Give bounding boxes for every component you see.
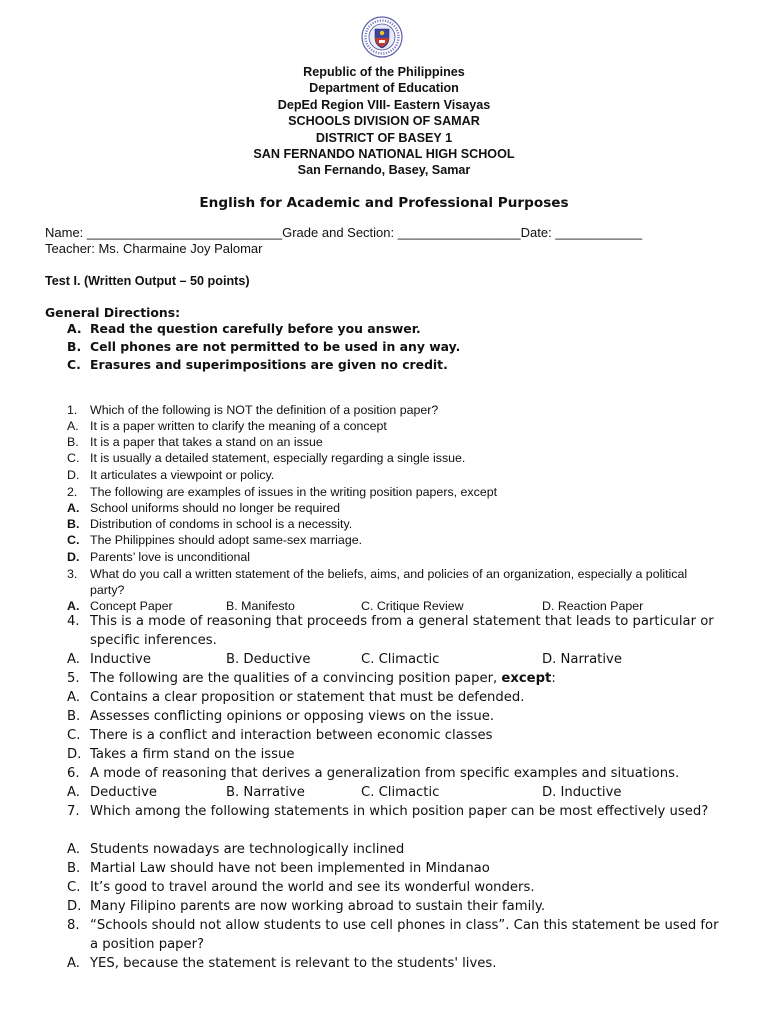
question-text-main: The following are the qualities of a convincing position paper, xyxy=(90,671,502,686)
choice-letter: C. xyxy=(67,728,81,743)
question-number: 4. xyxy=(67,614,80,629)
test-title: Test I. (Written Output – 50 points) xyxy=(45,274,250,288)
choice-text: There is a conflict and interaction between economic classes xyxy=(90,728,493,743)
direction-text: Read the question carefully before you answer. xyxy=(90,321,421,336)
choice-text: C. Climactic xyxy=(361,785,440,800)
deped-seal-logo xyxy=(361,16,403,58)
choice-letter: D. xyxy=(67,550,80,564)
choice-text: YES, because the statement is relevant to the students' lives. xyxy=(90,956,497,971)
header-line: Republic of the Philippines xyxy=(303,65,465,79)
question-text: “Schools should not allow students to use cell phones in class”. Can this statement be used for a position paper? xyxy=(90,918,719,952)
choice-text: It’s good to travel around the world and see its wonderful wonders. xyxy=(90,880,535,895)
question-number: 2. xyxy=(67,485,78,499)
subject-title: English for Academic and Professional Purposes xyxy=(199,195,569,211)
choice-letter: A. xyxy=(67,956,80,971)
directions-title: General Directions: xyxy=(45,305,181,320)
question-number: 6. xyxy=(67,766,80,781)
choice-letter: C. xyxy=(67,451,80,465)
letterhead xyxy=(0,64,768,179)
choice-text: Students nowadays are technologically inclined xyxy=(90,842,405,857)
header-line: DISTRICT OF BASEY 1 xyxy=(315,130,453,145)
choice-letter: A. xyxy=(67,501,80,515)
direction-text: Cell phones are not permitted to be used in any way. xyxy=(90,339,461,355)
choice-text: B. Deductive xyxy=(226,652,311,667)
choice-text: Martial Law should have not been implemented in Mindanao xyxy=(90,861,490,876)
question-number: 3. xyxy=(67,567,78,581)
choice-text: School uniforms should no longer be required xyxy=(90,501,341,515)
directions-list xyxy=(0,321,768,376)
choice-letter: A. xyxy=(67,690,80,705)
choice-text: D. Reaction Paper xyxy=(542,599,644,613)
choice-text: D. Narrative xyxy=(542,652,622,667)
choice-text: C. Critique Review xyxy=(361,599,464,613)
header-line: SAN FERNANDO NATIONAL HIGH SCHOOL xyxy=(253,147,515,162)
choice-text: Contains a clear proposition or statement that must be defended. xyxy=(90,690,525,705)
header-line: San Fernando, Basey, Samar xyxy=(297,163,471,178)
student-info xyxy=(45,225,745,256)
choice-text: Inductive xyxy=(90,652,151,667)
question-text: Which of the following is NOT the definition of a position paper? xyxy=(90,403,439,417)
choice-text: It is a paper written to clarify the meaning of a concept xyxy=(90,419,387,433)
choice-text: It is a paper that takes a stand on an issue xyxy=(90,435,323,449)
question-text: This is a mode of reasoning that proceeds from a general statement that leads to particular or specific inferences. xyxy=(90,614,714,648)
choice-text: The Philippines should adopt same-sex marriage. xyxy=(90,533,363,547)
question-text: Which among the following statements in which position paper can be most effectively used? xyxy=(90,804,709,819)
direction-item xyxy=(0,321,768,339)
choice-letter: B. xyxy=(67,435,79,449)
choice-letter: B. xyxy=(67,517,80,531)
choice-text: Assesses conflicting opinions or opposing views on the issue. xyxy=(90,709,495,724)
header-line: SCHOOLS DIVISION OF SAMAR xyxy=(288,114,480,129)
choice-letter: C. xyxy=(67,533,80,547)
direction-marker: B. xyxy=(67,339,82,355)
choice-text: Many Filipino parents are now working abroad to sustain their family. xyxy=(90,899,546,914)
choice-text: B. Narrative xyxy=(226,785,305,800)
choice-letter: D. xyxy=(67,899,82,914)
choice-text: Takes a firm stand on the issue xyxy=(90,747,295,762)
question-number: 7. xyxy=(67,804,80,819)
teacher-line: Teacher: Ms. Charmaine Joy Palomar xyxy=(45,240,263,256)
choice-text: C. Climactic xyxy=(361,652,440,667)
header-line: DepEd Region VIII- Eastern Visayas xyxy=(277,97,491,112)
direction-marker: A. xyxy=(67,321,82,336)
choice-text: Parents’ love is unconditional xyxy=(90,550,251,564)
question-text: A mode of reasoning that derives a generalization from specific examples and situations. xyxy=(90,766,680,781)
choice-text: Deductive xyxy=(90,785,157,800)
choice-letter: A. xyxy=(67,842,80,857)
question-text: The following are examples of issues in the writing position papers, except xyxy=(90,485,498,499)
question-number: 8. xyxy=(67,918,80,933)
choice-text: D. Inductive xyxy=(542,785,622,800)
choice-letter: B. xyxy=(67,861,81,876)
choice-letter: D. xyxy=(67,468,80,482)
question-text-end: : xyxy=(551,671,556,686)
question-number: 5. xyxy=(67,671,80,686)
question-text-emphasis: except xyxy=(501,671,552,686)
direction-item xyxy=(0,339,768,357)
direction-marker: C. xyxy=(67,357,81,373)
question-text xyxy=(90,669,720,688)
header-line: Department of Education xyxy=(309,81,459,96)
choice-text: Distribution of condoms in school is a necessity. xyxy=(90,517,353,531)
choice-letter: B. xyxy=(67,709,81,724)
name-grade-date-line: Name: ___________________________Grade and Section: _________________Date: ____________ xyxy=(45,225,643,240)
question-text: What do you call a written statement of the beliefs, aims, and policies of an organization, especially a political party? xyxy=(90,567,688,597)
choice-letter: A. xyxy=(67,599,80,613)
choice-letter: A. xyxy=(67,652,80,667)
direction-item xyxy=(0,357,768,375)
choice-letter: C. xyxy=(67,880,81,895)
choice-text: B. Manifesto xyxy=(226,599,295,613)
choice-letter: D. xyxy=(67,747,82,762)
choice-text: It articulates a viewpoint or policy. xyxy=(90,468,275,482)
choice-text: Concept Paper xyxy=(90,599,173,613)
choice-letter: A. xyxy=(67,785,80,800)
choice-letter: A. xyxy=(67,419,79,433)
choice-text: It is usually a detailed statement, especially regarding a single issue. xyxy=(90,451,466,465)
direction-text: Erasures and superimpositions are given no credit. xyxy=(90,357,448,373)
question-number: 1. xyxy=(67,403,78,417)
